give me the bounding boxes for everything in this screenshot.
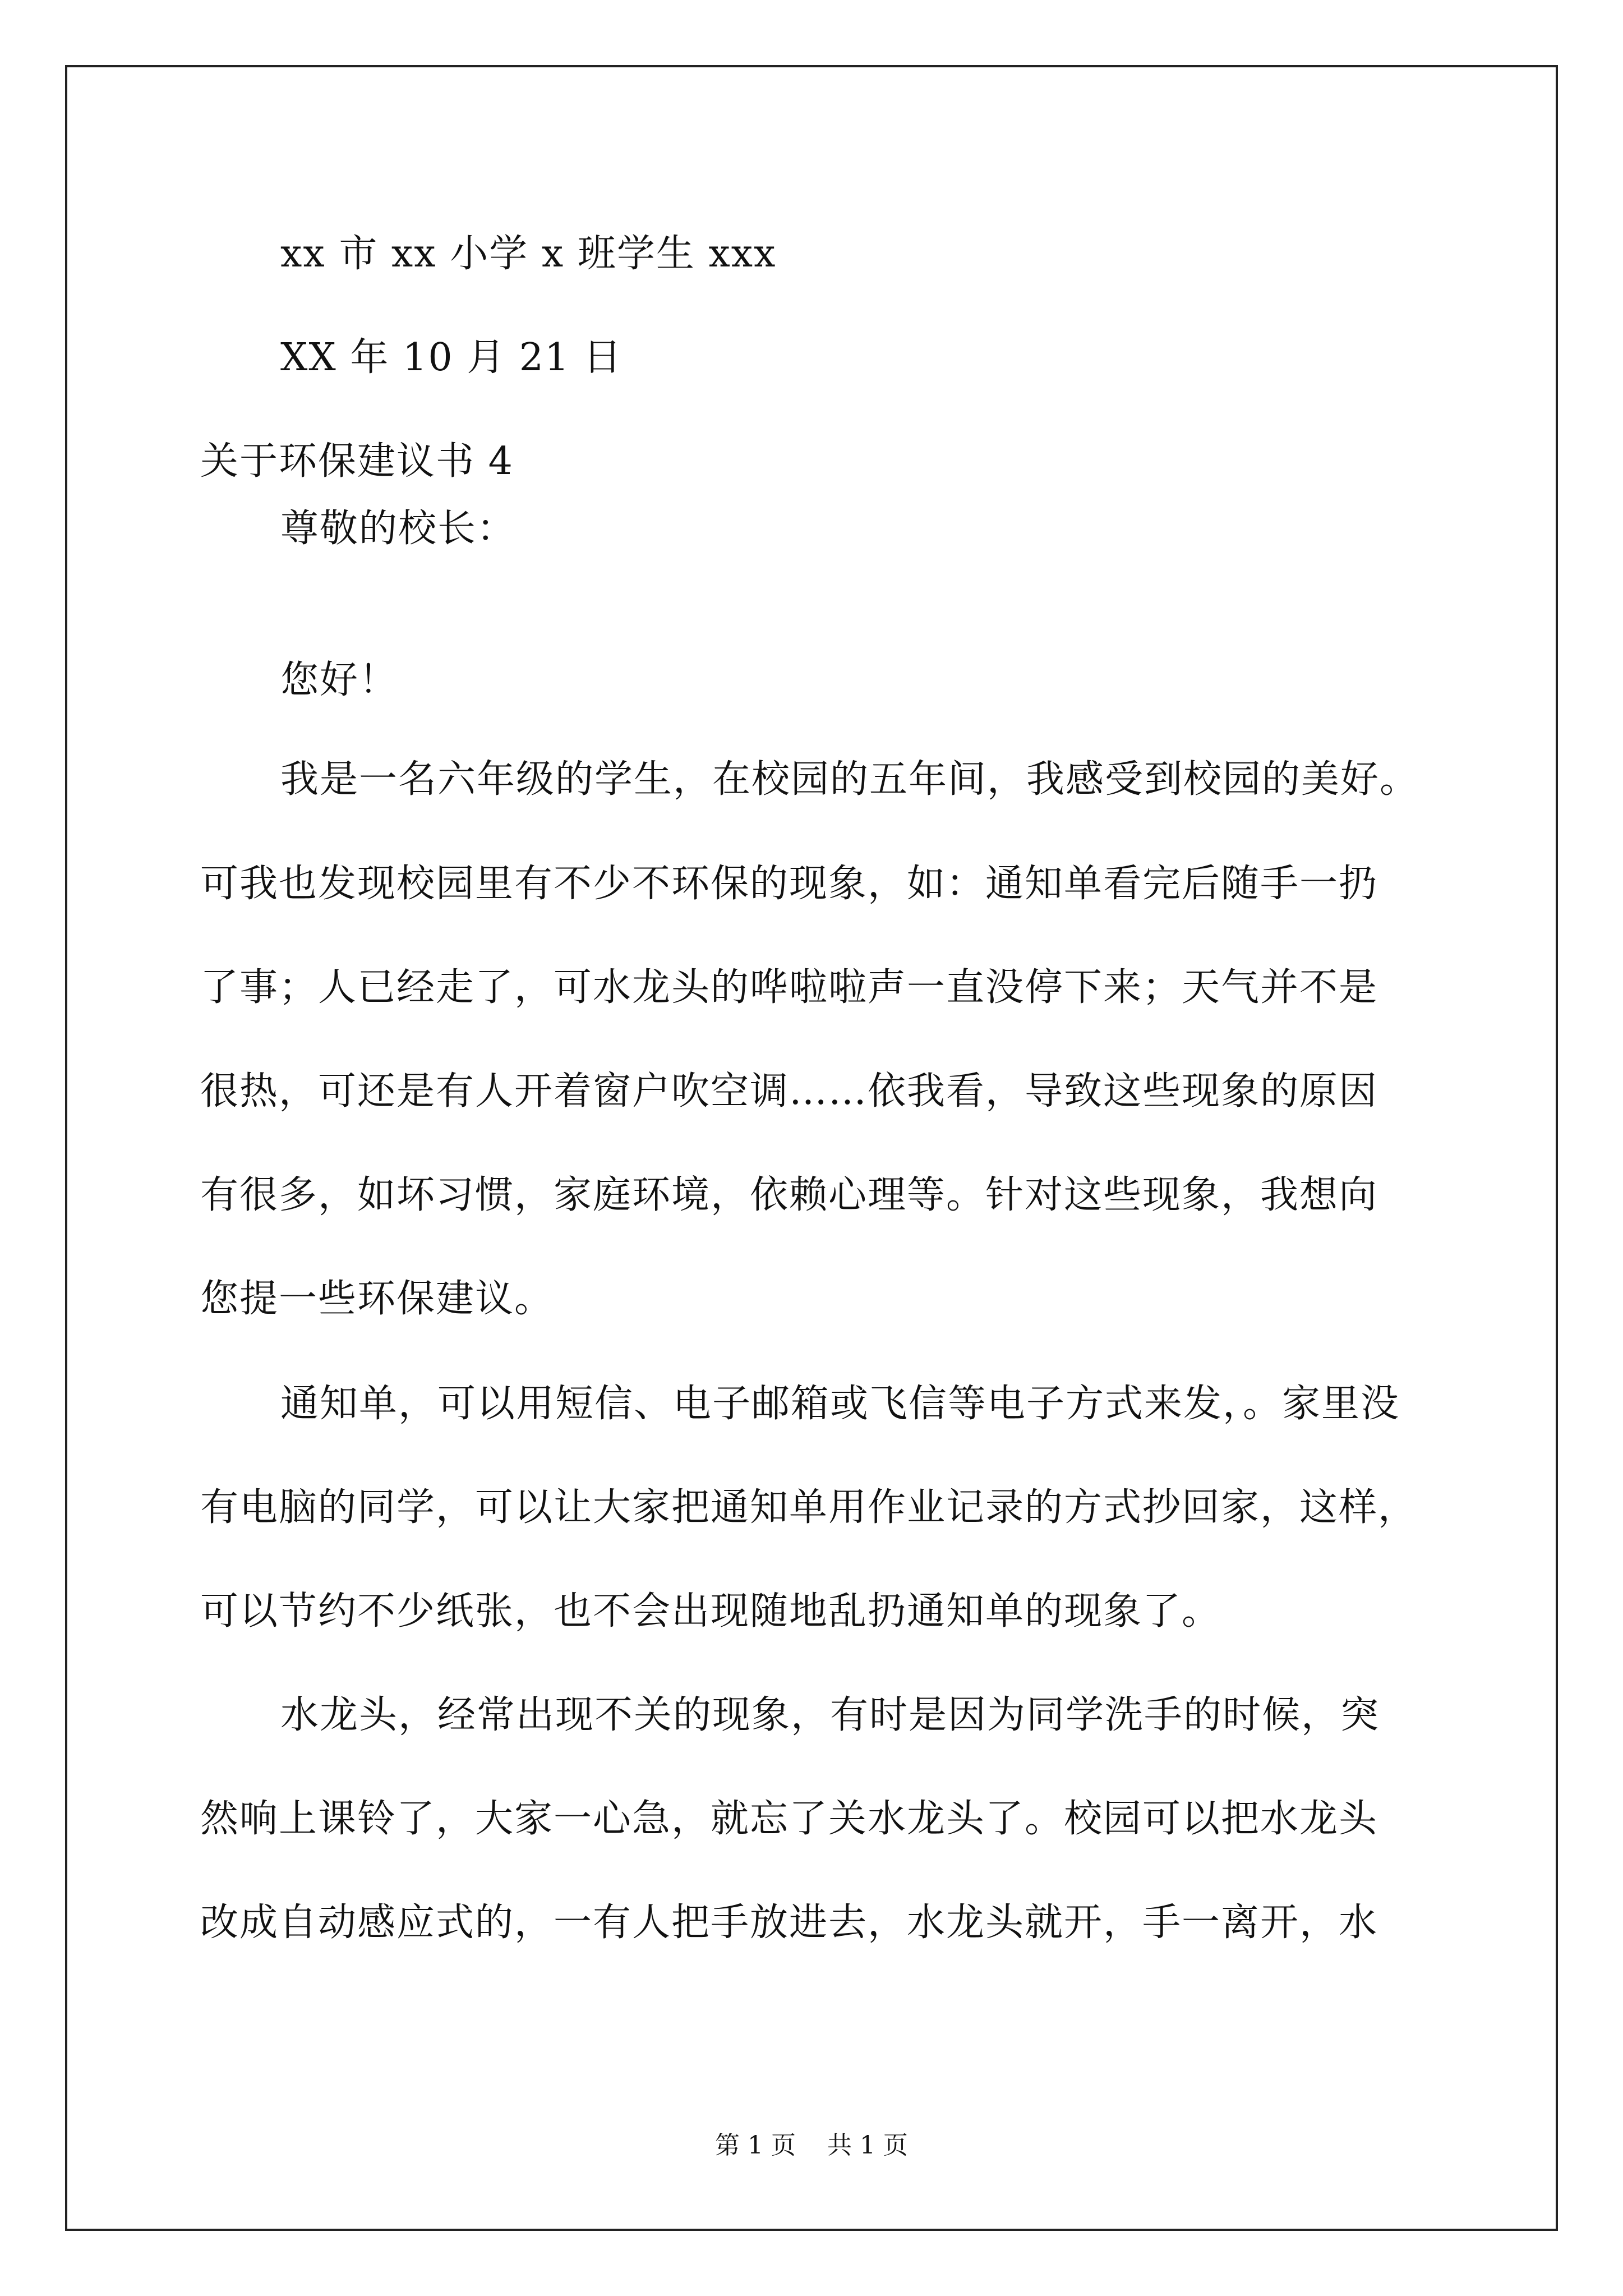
paragraph-line: 改成自动感应式的，一有人把手放进去，水龙头就开，手一离开，水 — [200, 1901, 1378, 1945]
paragraph-line: 有电脑的同学，可以让大家把通知单用作业记录的方式抄回家，这样， — [200, 1485, 1418, 1530]
paragraph-line: 有很多，如坏习惯，家庭环境，依赖心理等。针对这些现象，我想向 — [200, 1173, 1378, 1217]
paragraph-line: 通知单，可以用短信、电子邮箱或飞信等电子方式来发，。家里没 — [280, 1382, 1400, 1426]
date-line: XX 年 10 月 21 日 — [280, 335, 623, 380]
paragraph-line: 然响上课铃了，大家一心急，就忘了关水龙头了。校园可以把水龙头 — [200, 1797, 1378, 1841]
paragraph-line: 了事；人已经走了，可水龙头的哗啦啦声一直没停下来；天气并不是 — [200, 965, 1378, 1010]
paragraph-line: 您提一些环保建议。 — [200, 1277, 554, 1321]
paragraph-line: 很热，可还是有人开着窗户吹空调……依我看，导致这些现象的原因 — [200, 1069, 1378, 1114]
salutation: 尊敬的校长： — [280, 507, 517, 551]
paragraph-line: 可我也发现校园里有不少不环保的现象，如：通知单看完后随手一扔 — [200, 862, 1378, 906]
sender-line: xx 市 xx 小学 x 班学生 xxx — [280, 232, 777, 276]
page-footer: 第 1 页 共 1 页 — [715, 2131, 908, 2160]
paragraph-line: 可以节约不少纸张，也不会出现随地乱扔通知单的现象了。 — [200, 1589, 1221, 1634]
section-title: 关于环保建议书 4 — [200, 439, 514, 484]
paragraph-line: 水龙头，经常出现不关的现象，有时是因为同学洗手的时候，突 — [280, 1693, 1380, 1737]
paragraph-line: 我是一名六年级的学生，在校园的五年间，我感受到校园的美好。 — [280, 757, 1419, 802]
greeting: 您好！ — [280, 658, 399, 702]
